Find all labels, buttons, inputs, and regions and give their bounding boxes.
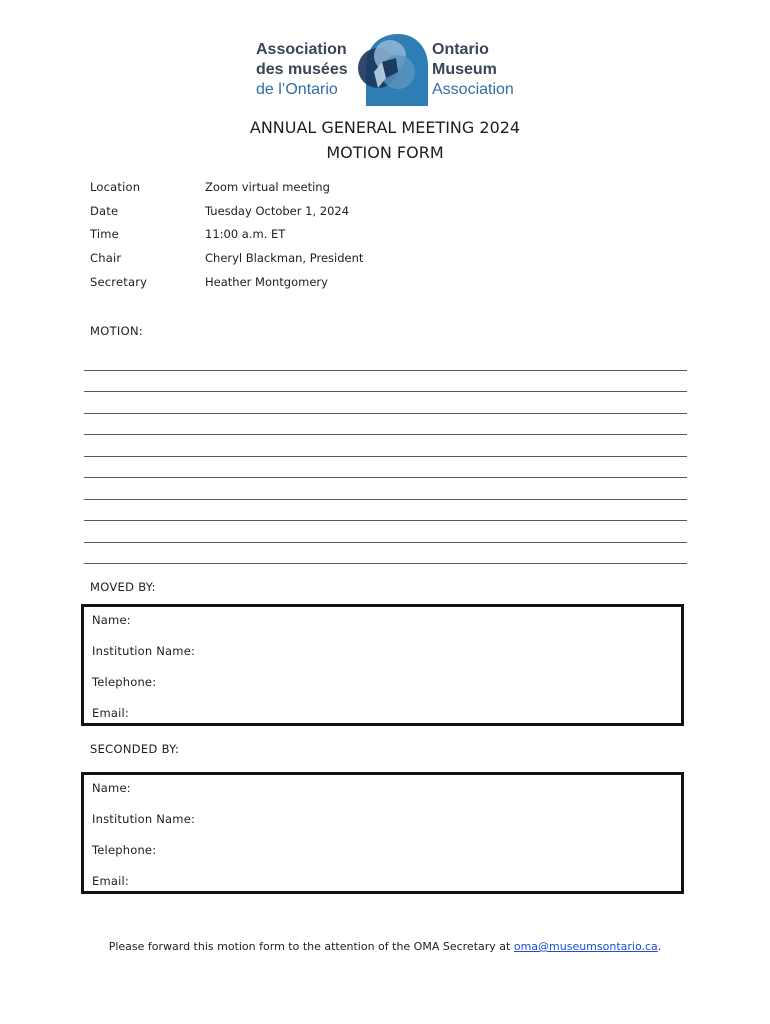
info-label: Date	[90, 204, 119, 218]
moved-by-box	[81, 604, 684, 726]
motion-line[interactable]	[84, 520, 687, 521]
logo-en-line2: Museum	[432, 61, 497, 78]
moved-by-name-field[interactable]: Name:	[92, 613, 131, 627]
info-label: Secretary	[90, 275, 148, 289]
logo-english-text	[432, 40, 514, 100]
logo-fr-line3: de l’Ontario	[256, 81, 338, 98]
footer-note	[0, 940, 770, 953]
motion-line[interactable]	[84, 413, 687, 414]
moved-by-institution-field[interactable]: Institution Name:	[92, 644, 196, 658]
motion-line[interactable]	[84, 477, 687, 478]
info-value: Cheryl Blackman, President	[205, 251, 364, 265]
logo-fr-line2: des musées	[256, 61, 348, 78]
footer-end: .	[657, 940, 662, 953]
seconded-by-institution-field[interactable]: Institution Name:	[92, 812, 196, 826]
motion-line[interactable]	[84, 542, 687, 543]
motion-line[interactable]	[84, 456, 687, 457]
seconded-by-name-field[interactable]: Name:	[92, 781, 131, 795]
seconded-by-label: SECONDED BY:	[90, 742, 180, 756]
motion-line[interactable]	[84, 370, 687, 371]
email-link[interactable]: oma@museumsontario.ca	[513, 940, 658, 953]
info-label: Chair	[90, 251, 122, 265]
motion-line[interactable]	[84, 499, 687, 500]
moved-by-email-field[interactable]: Email:	[92, 706, 129, 720]
logo-french-text	[256, 40, 348, 100]
moved-by-label: MOVED BY:	[90, 580, 156, 594]
info-value: Tuesday October 1, 2024	[205, 204, 350, 218]
motion-label: MOTION:	[90, 324, 144, 338]
logo-fr-line1: Association	[256, 41, 347, 58]
document-subtitle: MOTION FORM	[326, 143, 444, 162]
moved-by-telephone-field[interactable]: Telephone:	[92, 675, 157, 689]
footer-text: Please forward this motion form to the attention of the OMA Secretary at	[108, 940, 514, 953]
info-label: Time	[90, 227, 119, 241]
logo-en-line3: Association	[432, 81, 514, 98]
motion-line[interactable]	[84, 434, 687, 435]
logo-en-line1: Ontario	[432, 41, 489, 58]
motion-line[interactable]	[84, 391, 687, 392]
info-value: 11:00 a.m. ET	[205, 227, 286, 241]
motion-line[interactable]	[84, 563, 687, 564]
document-title: ANNUAL GENERAL MEETING 2024	[249, 118, 521, 137]
seconded-by-email-field[interactable]: Email:	[92, 874, 129, 888]
info-value: Heather Montgomery	[205, 275, 328, 289]
info-label: Location	[90, 180, 141, 194]
seconded-by-box	[81, 772, 684, 894]
seconded-by-telephone-field[interactable]: Telephone:	[92, 843, 157, 857]
info-value: Zoom virtual meeting	[205, 180, 330, 194]
oma-logo-icon	[352, 32, 428, 106]
